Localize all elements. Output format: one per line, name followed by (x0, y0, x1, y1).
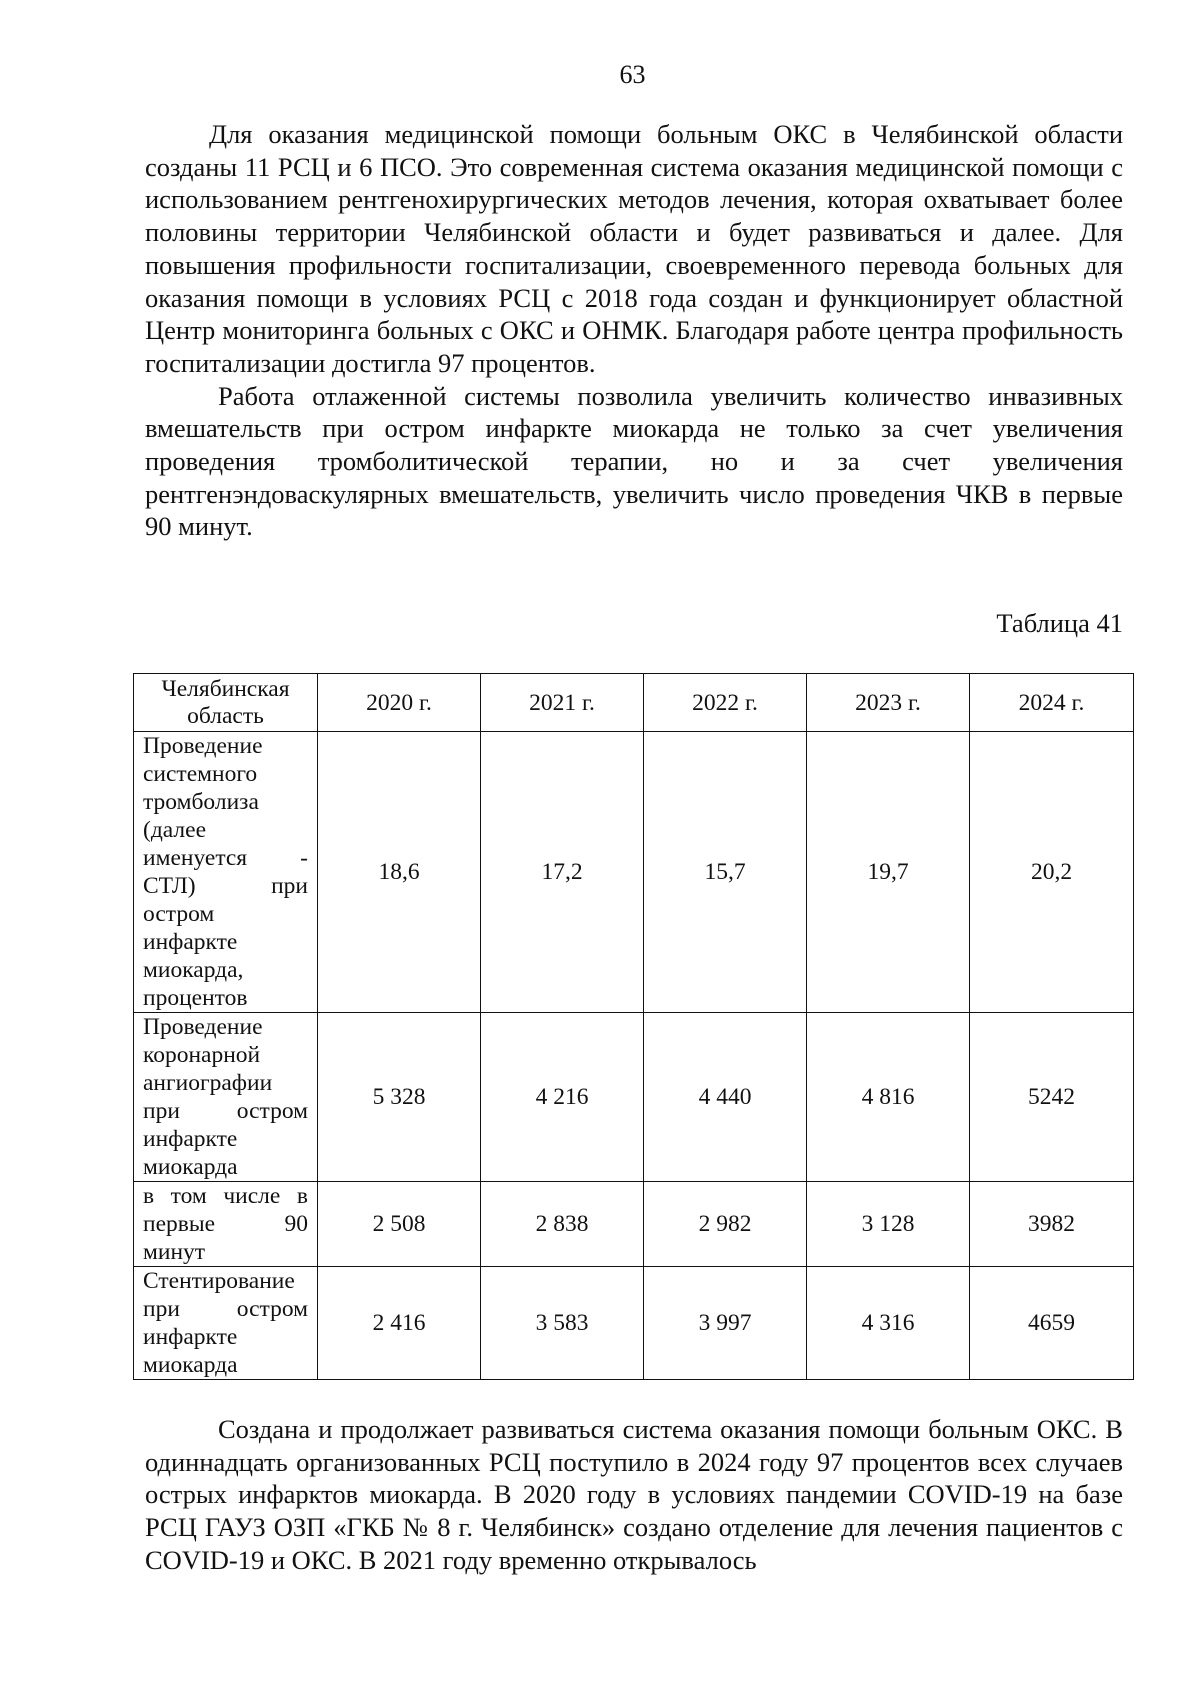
table-cell: 3 583 (481, 1267, 644, 1380)
table-cell: 15,7 (644, 732, 807, 1013)
table-cell: 4 216 (481, 1013, 644, 1182)
paragraph: Для оказания медицинской помощи больным ОКС в Челябинской области созданы 11 РСЦ и 6 ПСО. Это современная система оказания медицинской помощи с использованием рентгенохирургических методов лечения, которая охватывает более половины территории Челябинской области и будет развиваться и далее. Для повышения профильности госпитализации, своевременного перевода больных для оказания помощи в условиях РСЦ с 2018 года создан и функционирует областной Центр мониторинга больных с ОКС и ОНМК. Благодаря работе центра профильность госпитализации достигла 97 процентов. (145, 119, 1123, 378)
year-header: 2021 г. (481, 674, 644, 732)
table-caption: Таблица 41 (996, 608, 1123, 638)
table-cell: 3 997 (644, 1267, 807, 1380)
table-row (134, 1182, 1134, 1267)
table-cell: 18,6 (318, 732, 481, 1013)
year-header: 2024 г. (970, 674, 1134, 732)
table-cell: 2 982 (644, 1182, 807, 1267)
table-cell: 3 128 (807, 1182, 970, 1267)
table-cell: 4 440 (644, 1013, 807, 1182)
table-cell: 4 316 (807, 1267, 970, 1380)
paragraph: Работа отлаженной системы позволила увеличить количество инвазивных вмешательств при остром инфаркте миокарда не только за счет увеличения проведения тромболитической терапии, но и за счет увеличения рентгенэндоваскулярных вмешательств, увеличить число проведения ЧКВ в первые 90 минут. (145, 380, 1123, 542)
row-label: Проведение коронарной ангиографии при остром инфаркте миокарда (134, 1013, 318, 1182)
table-row (134, 1267, 1134, 1380)
year-header: 2023 г. (807, 674, 970, 732)
table-header-row (134, 674, 1134, 732)
table-cell: 2 838 (481, 1182, 644, 1267)
table-cell: 5 328 (318, 1013, 481, 1182)
body-text-top (145, 118, 1123, 543)
table-cell: 2 416 (318, 1267, 481, 1380)
table-cell: 17,2 (481, 732, 644, 1013)
table-cell: 5242 (970, 1013, 1134, 1182)
table-cell: 4 816 (807, 1013, 970, 1182)
paragraph: Создана и продолжает развиваться система оказания помощи больным ОКС. В одиннадцать организованных РСЦ поступило в 2024 году 97 процентов всех случаев острых инфарктов миокарда. В 2020 году в условиях пандемии COVID-19 на базе РСЦ ГАУЗ ОЗП «ГКБ № 8 г. Челябинск» создано отделение для лечения пациентов с COVID-19 и ОКС. В 2021 году временно открывалось (145, 1414, 1123, 1575)
table-row (134, 732, 1134, 1013)
table-cell: 4659 (970, 1267, 1134, 1380)
year-header: 2020 г. (318, 674, 481, 732)
year-header: 2022 г. (644, 674, 807, 732)
table-cell: 2 508 (318, 1182, 481, 1267)
row-label: Проведение системного тромболиза (далее именуется - СТЛ) при остром инфаркте миокарда, процентов (134, 732, 318, 1013)
table-cell: 20,2 (970, 732, 1134, 1013)
table-cell: 19,7 (807, 732, 970, 1013)
page-number: 63 (619, 60, 646, 89)
row-label: Стентирование при остром инфаркте миокарда (134, 1267, 318, 1380)
table-cell: 3982 (970, 1182, 1134, 1267)
row-label: в том числе в первые 90 минут (134, 1182, 318, 1267)
data-table (133, 673, 1134, 1380)
table-corner-header: Челябинская область (134, 674, 318, 732)
body-text-bottom (145, 1413, 1123, 1577)
table-row (134, 1013, 1134, 1182)
